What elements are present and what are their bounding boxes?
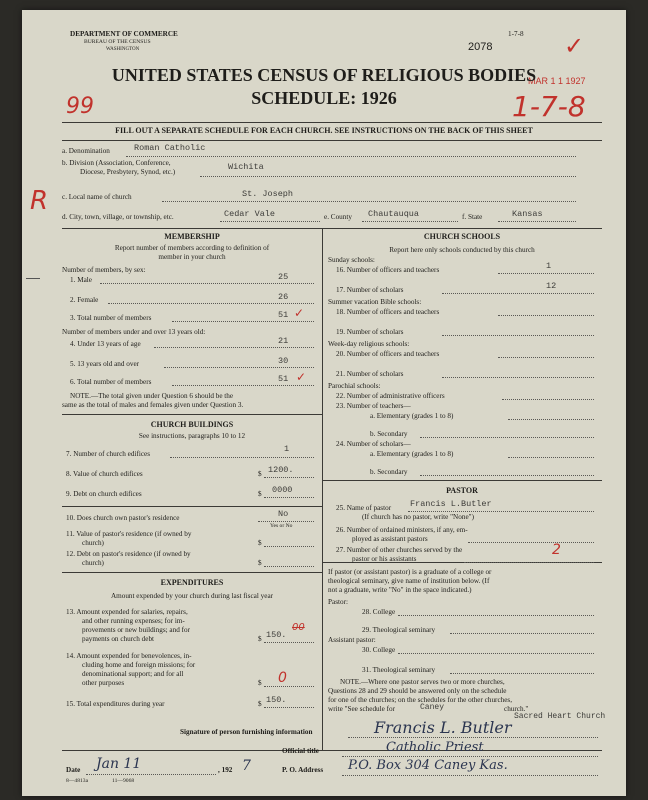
q8-dollar: $ xyxy=(258,470,262,478)
q18-label: 18. Number of officers and teachers xyxy=(336,308,440,316)
q11-label-1: 11. Value of pastor's residence (if owned by xyxy=(66,530,192,538)
q5-label: 5. 13 years old and over xyxy=(70,360,140,368)
graduate-note-3: not a graduate, write "No" in the space indicated.) xyxy=(328,586,472,594)
q4-label: 4. Under 13 years of age xyxy=(70,340,141,348)
q3-label: 3. Total number of members xyxy=(70,314,152,322)
official-title-value: Catholic Priest xyxy=(386,740,484,755)
year-value: 7 xyxy=(242,758,251,774)
handwritten-code: 1-7-8 xyxy=(512,90,586,123)
buildings-sub: See instructions, paragraphs 10 to 12 xyxy=(138,432,246,440)
pastor-note-4b: church." xyxy=(504,705,529,713)
handwritten-99: 99 xyxy=(66,94,94,119)
pastor-heading: PASTOR xyxy=(446,486,478,495)
summer-schools-label: Summer vacation Bible schools: xyxy=(328,298,422,306)
stamp-code: 1-7-8 xyxy=(508,30,524,38)
q9-dollar: $ xyxy=(258,490,262,498)
q28-label: 28. College xyxy=(362,608,396,616)
q14-label-2: cluding home and foreign missions; for xyxy=(82,661,196,669)
sunday-schools-label: Sunday schools: xyxy=(328,256,375,264)
q9-value: 0000 xyxy=(272,485,293,495)
q15-dollar: $ xyxy=(258,700,262,708)
form-number: 8—4813a xyxy=(66,778,89,784)
q23a-label: a. Elementary (grades 1 to 8) xyxy=(370,412,454,420)
q16-value: 1 xyxy=(546,261,552,271)
membership-note-2: same as the total of males and females given under Question 3. xyxy=(62,401,244,409)
q14-label-3: denominational support; and for all xyxy=(82,670,184,678)
q13-red-mark: 00 xyxy=(292,622,305,633)
q29-label: 29. Theological seminary xyxy=(362,626,436,634)
graduate-note-1: If pastor (or assistant pastor) is a graduate of a college or xyxy=(328,568,492,576)
instructions-line: FILL OUT A SEPARATE SCHEDULE FOR EACH CHURCH. SEE INSTRUCTIONS ON THE BACK OF THIS SHEET xyxy=(115,126,533,135)
pastor-note-2: Questions 28 and 29 should be answered only on the schedule xyxy=(328,687,507,695)
q15-label: 15. Total expenditures during year xyxy=(66,700,165,708)
buildings-heading: CHURCH BUILDINGS xyxy=(150,420,234,429)
q1-value: 25 xyxy=(278,272,289,282)
q27-value: 2 xyxy=(552,542,561,558)
state-label: f. State xyxy=(462,213,483,221)
q14-label-4: other purposes xyxy=(82,679,125,687)
form-title: UNITED STATES CENSUS OF RELIGIOUS BODIES xyxy=(111,65,537,85)
assistant-pastor-label: Assistant pastor: xyxy=(328,636,376,644)
q25-label: 25. Name of pastor xyxy=(336,504,392,512)
q27-label-1: 27. Number of other churches served by the xyxy=(336,546,463,554)
q10-label: 10. Does church own pastor's residence xyxy=(66,514,180,522)
q12-label-1: 12. Debt on pastor's residence (if owned by xyxy=(66,550,191,558)
q3-check-icon: ✓ xyxy=(294,306,305,320)
print-number: 11—9068 xyxy=(112,778,135,784)
q13-label-3: provements or new buildings; and for xyxy=(82,626,190,634)
q11-label-2: church) xyxy=(82,539,104,547)
church-name-label: c. Local name of church xyxy=(62,193,132,201)
membership-sub-1: Report number of members according to definition of xyxy=(114,244,270,252)
census-schedule-document xyxy=(22,10,626,796)
q31-label: 31. Theological seminary xyxy=(362,666,436,674)
bureau-label: BUREAU OF THE CENSUS xyxy=(84,39,151,45)
county-label: e. County xyxy=(324,213,352,221)
denomination-label: a. Denomination xyxy=(62,147,110,155)
date-value: Jan 11 xyxy=(96,756,142,772)
pastor-note-1: NOTE.—Where one pastor serves two or more churches, xyxy=(340,678,505,686)
received-date-stamp: MAR 1 1 1927 xyxy=(528,76,586,86)
membership-note-1: NOTE.—The total given under Question 6 should be the xyxy=(70,392,234,400)
city-label: WASHINGTON xyxy=(106,47,140,52)
form-subtitle: SCHEDULE: 1926 xyxy=(251,88,397,108)
q12-dollar: $ xyxy=(258,559,262,567)
signature-value: Francis L. Butler xyxy=(374,718,512,737)
q12-label-2: church) xyxy=(82,559,104,567)
q9-label: 9. Debt on church edifices xyxy=(66,490,142,498)
city-field-value: Cedar Vale xyxy=(224,209,276,219)
q6-value: 51 xyxy=(278,374,289,384)
q24b-label: b. Secondary xyxy=(370,468,408,476)
expenditures-heading: EXPENDITURES xyxy=(160,578,224,587)
q23b-label: b. Secondary xyxy=(370,430,408,438)
q13-label-2: and other running expenses; for im- xyxy=(82,617,185,625)
pastor-note-3: for one of the churches; on the schedules for the other churches, xyxy=(328,696,513,704)
q21-label: 21. Number of scholars xyxy=(336,370,404,378)
q25-value: Francis L.Butler xyxy=(410,499,492,509)
members-by-sex-label: Number of members, by sex: xyxy=(62,266,146,274)
q14-label-1: 14. Amount expended for benevolences, in- xyxy=(66,652,192,660)
stamp-number: 2078 xyxy=(468,41,493,53)
q13-label-1: 13. Amount expended for salaries, repairs, xyxy=(66,608,188,616)
membership-heading: MEMBERSHIP xyxy=(164,232,220,241)
q10-value: No xyxy=(278,509,289,519)
po-address-value: P.O. Box 304 Caney Kas. xyxy=(348,758,508,773)
q6-check-icon: ✓ xyxy=(296,370,307,384)
q14-value: 0 xyxy=(278,670,287,686)
membership-sub-2: member in your church xyxy=(158,253,226,261)
church-name-value: St. Joseph xyxy=(242,189,294,199)
q14-dollar: $ xyxy=(258,679,262,687)
yes-no-hint: Yes or No xyxy=(270,523,293,529)
schools-heading: CHURCH SCHOOLS xyxy=(423,232,501,241)
q26-label-2: ployed as assistant pastors xyxy=(352,535,428,543)
q4-value: 21 xyxy=(278,336,289,346)
q16-label: 16. Number of officers and teachers xyxy=(336,266,440,274)
q17-label: 17. Number of scholars xyxy=(336,286,404,294)
q19-label: 19. Number of scholars xyxy=(336,328,404,336)
q24-label: 24. Number of scholars— xyxy=(336,440,411,448)
q17-value: 12 xyxy=(546,281,557,291)
q15-value: 150. xyxy=(266,695,287,705)
signature-label: Signature of person furnishing information xyxy=(180,728,313,736)
q24a-label: a. Elementary (grades 1 to 8) xyxy=(370,450,454,458)
city-field-label: d. City, town, village, or township, etc. xyxy=(62,213,174,221)
q8-value: 1200. xyxy=(268,465,294,475)
division-label-1: b. Division (Association, Conference, xyxy=(62,159,171,167)
q23-label: 23. Number of teachers— xyxy=(336,402,411,410)
pastor-note-4: write "See schedule for xyxy=(328,705,395,713)
age-heading: Number of members under and over 13 years old: xyxy=(62,328,206,336)
q7-value: 1 xyxy=(284,444,290,454)
q20-label: 20. Number of officers and teachers xyxy=(336,350,440,358)
po-address-label: P. O. Address xyxy=(282,766,324,774)
q8-label: 8. Value of church edifices xyxy=(66,470,143,478)
q13-dollar: $ xyxy=(258,635,262,643)
q13-label-4: payments on church debt xyxy=(82,635,155,643)
division-value: Wichita xyxy=(228,162,264,172)
graduate-note-2: theological seminary, give name of institution below. (If xyxy=(328,577,490,585)
schools-sub: Report here only schools conducted by this church xyxy=(389,246,535,254)
q13-value: 150. xyxy=(266,630,287,640)
weekday-schools-label: Week-day religious schools: xyxy=(328,340,410,348)
expenditures-sub: Amount expended by your church during last fiscal year xyxy=(110,592,274,600)
q11-dollar: $ xyxy=(258,539,262,547)
q27-label-2: pastor or his assistants xyxy=(352,555,417,563)
q22-label: 22. Number of administrative officers xyxy=(336,392,445,400)
state-value: Kansas xyxy=(512,209,543,219)
pastor-note-fill-2: Sacred Heart Church xyxy=(514,712,606,721)
denomination-value: Roman Catholic xyxy=(134,143,206,153)
red-check-icon: ✓ xyxy=(564,34,585,60)
pastor-sub-label: Pastor: xyxy=(328,598,348,606)
date-label: Date xyxy=(66,766,81,774)
q6-label: 6. Total number of members xyxy=(70,378,152,386)
official-title-label: Official title xyxy=(282,747,319,755)
county-value: Chautauqua xyxy=(368,209,420,219)
q2-value: 26 xyxy=(278,292,289,302)
division-label-2: Diocese, Presbytery, Synod, etc.) xyxy=(80,168,176,176)
department-label: DEPARTMENT OF COMMERCE xyxy=(70,30,178,38)
q30-label: 30. College xyxy=(362,646,396,654)
q3-value: 51 xyxy=(278,310,289,320)
year-prefix: , 192 xyxy=(218,766,233,774)
margin-r-mark: R xyxy=(30,186,49,216)
q2-label: 2. Female xyxy=(70,296,99,304)
q5-value: 30 xyxy=(278,356,289,366)
parochial-schools-label: Parochial schools: xyxy=(328,382,381,390)
q1-label: 1. Male xyxy=(70,276,92,284)
pastor-note-fill-1: Caney xyxy=(420,703,445,712)
q7-label: 7. Number of church edifices xyxy=(66,450,151,458)
q25-hint: (If church has no pastor, write "None") xyxy=(362,513,474,521)
q26-label-1: 26. Number of ordained ministers, if any, em- xyxy=(336,526,468,534)
